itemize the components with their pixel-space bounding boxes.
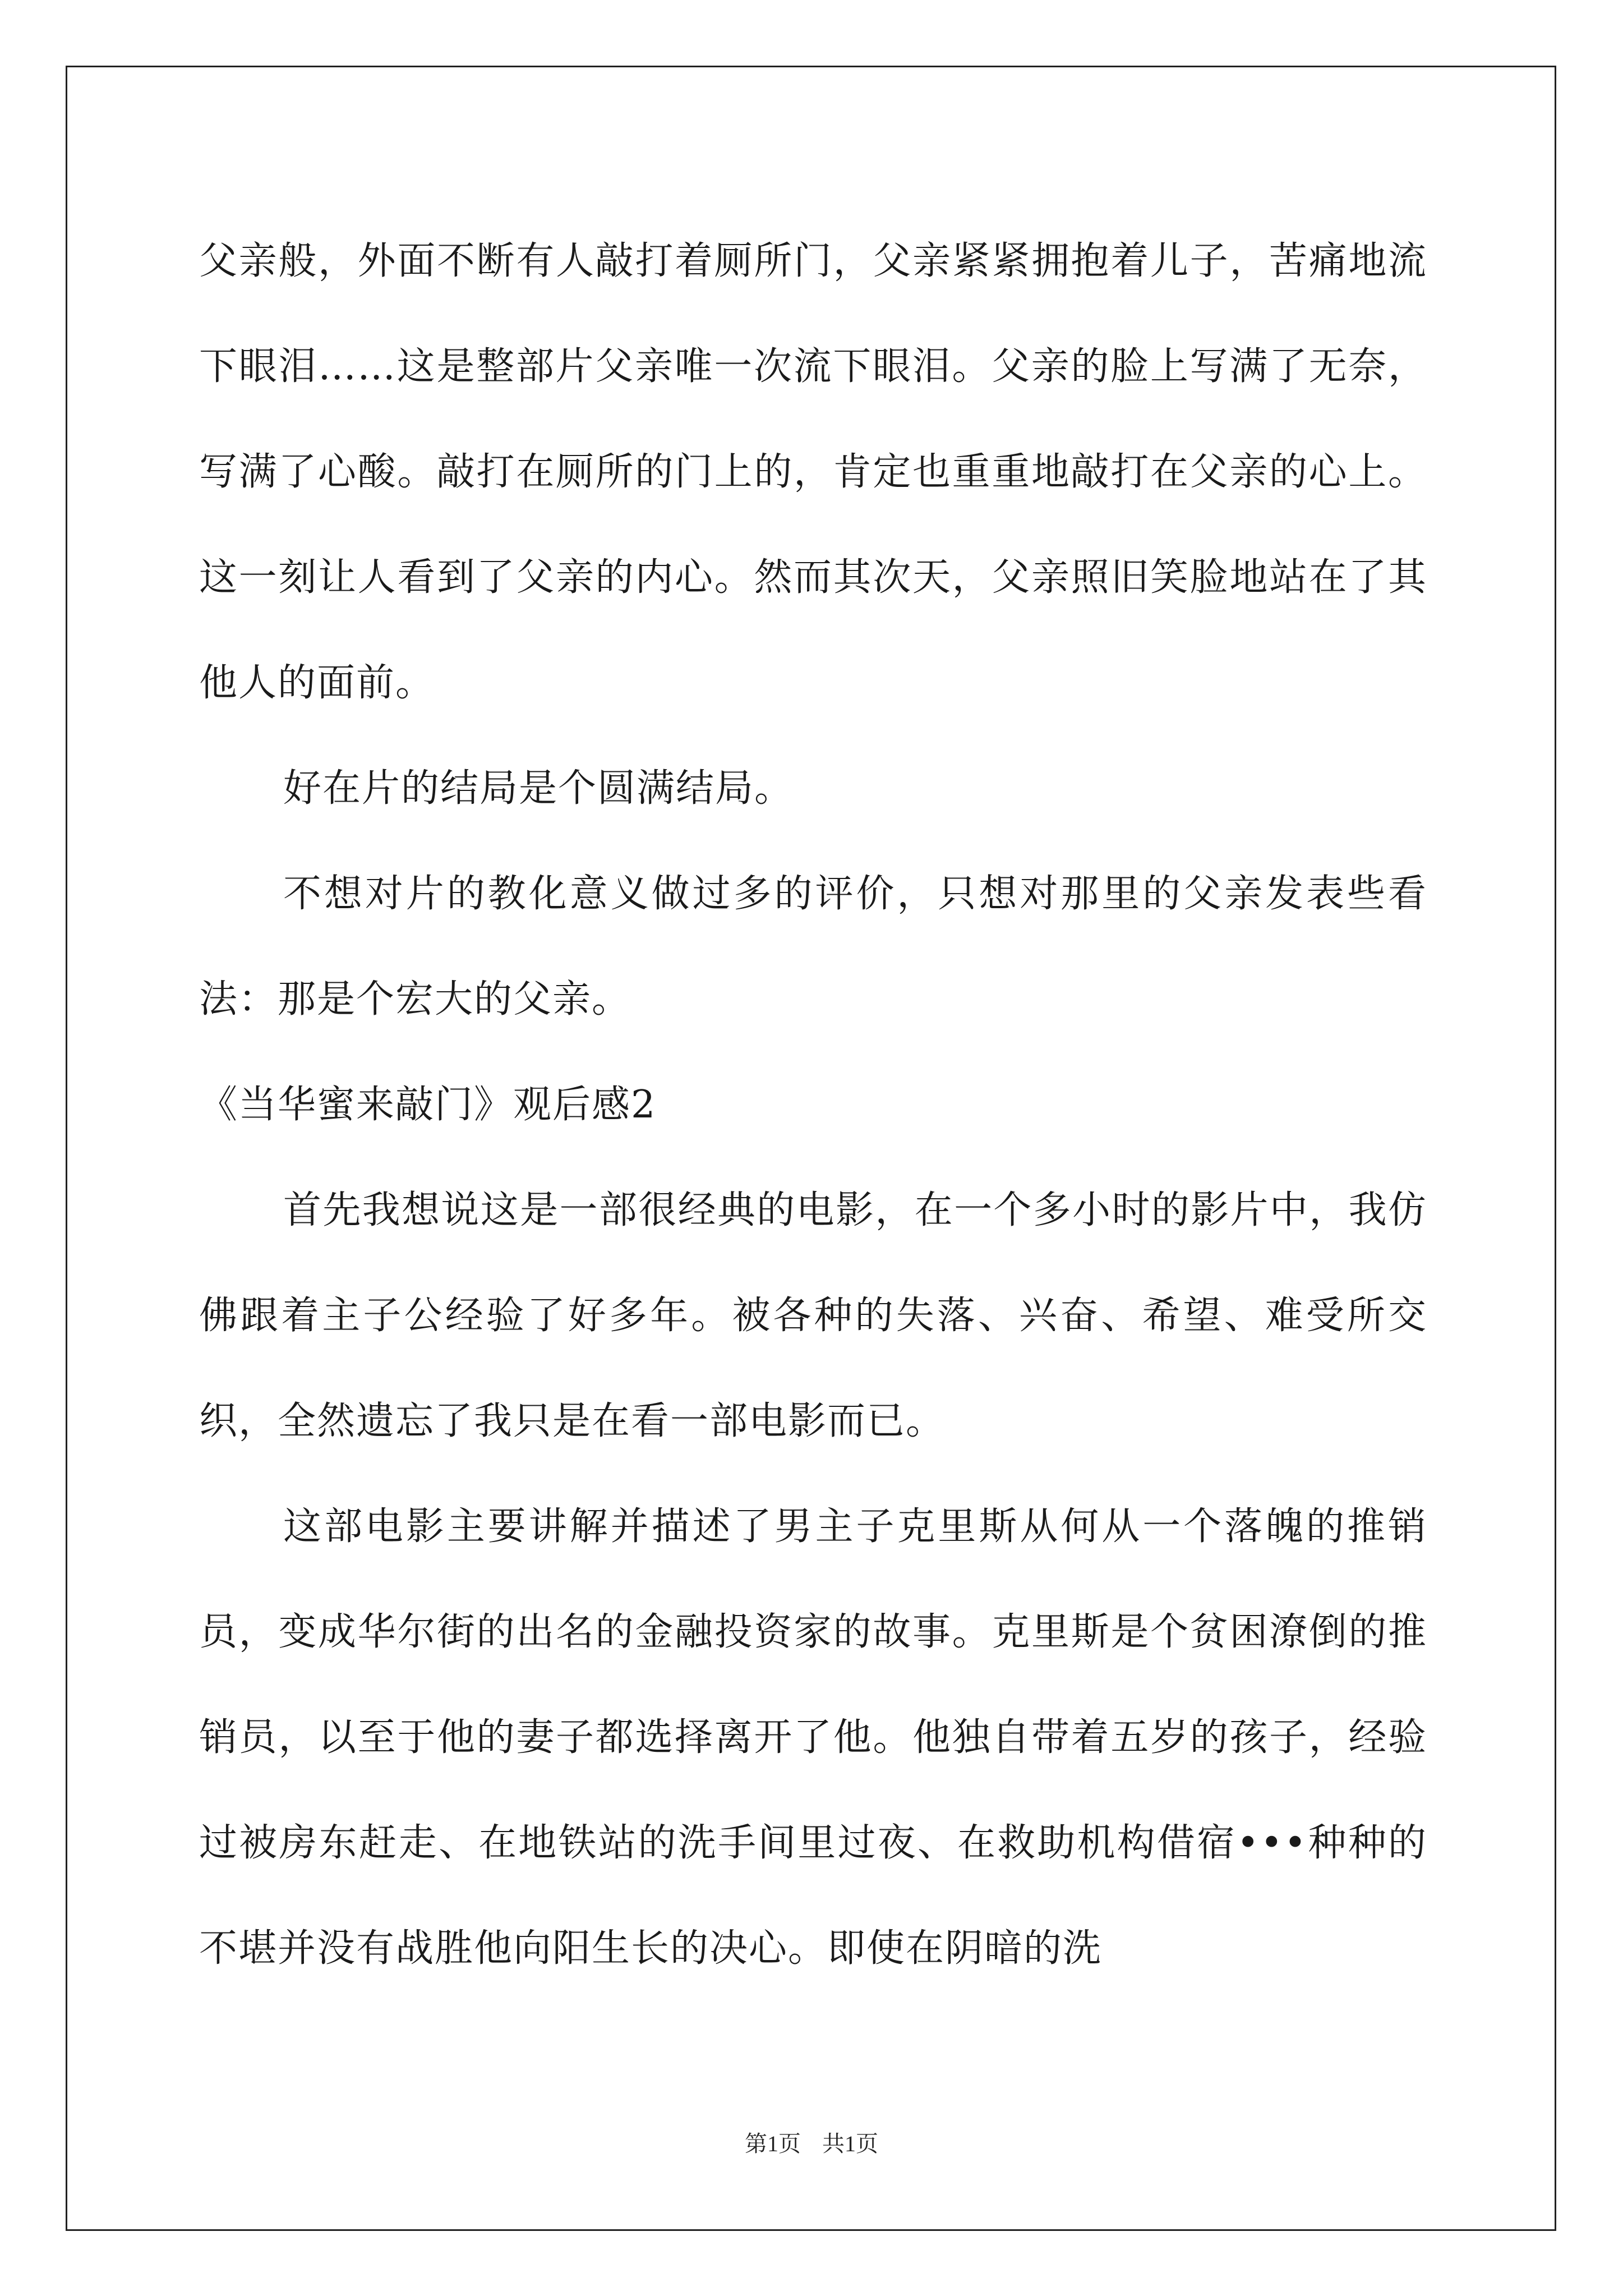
page-number: 第1页 bbox=[745, 2131, 801, 2156]
page-footer bbox=[0, 2126, 1623, 2158]
paragraph-3: 不想对片的教化意义做过多的评价，只想对那里的父亲发表些看法：那是个宏大的父亲。 bbox=[199, 872, 1427, 1022]
paragraph-4: 首先我想说这是一部很经典的电影，在一个多小时的影片中，我仿佛跟着主子公经验了好多年。被各种的失落、兴奋、希望、难受所交织，全然遗忘了我只是在看一部电影而已。 bbox=[199, 1188, 1427, 1443]
paragraph-2: 好在片的结局是个圆满结局。 bbox=[283, 766, 794, 811]
section-heading: 《当华蜜来敲门》观后感2 bbox=[199, 1083, 657, 1127]
paragraph-5: 这部电影主要讲解并描述了男主子克里斯从何从一个落魄的推销员，变成华尔街的出名的金融投资家的故事。克里斯是个贫困潦倒的推销员，以至于他的妻子都选择离开了他。他独自带着五岁的孩子，经验过被房东赶走、在地铁站的洗手间里过夜、在救助机构借宿•••种种的不堪并没有战胜他向阳生长的决心。即使在阴暗的洗 bbox=[199, 1504, 1427, 1971]
paragraph-1: 父亲般，外面不断有人敲打着厕所门，父亲紧紧拥抱着儿子，苦痛地流下眼泪……这是整部片父亲唯一次流下眼泪。父亲的脸上写满了无奈，写满了心酸。敲打在厕所的门上的，肯定也重重地敲打在父亲的心上。这一刻让人看到了父亲的内心。然而其次天，父亲照旧笑脸地站在了其他人的面前。 bbox=[199, 239, 1427, 705]
document-body bbox=[199, 209, 1427, 2001]
page-total: 共1页 bbox=[822, 2131, 878, 2156]
